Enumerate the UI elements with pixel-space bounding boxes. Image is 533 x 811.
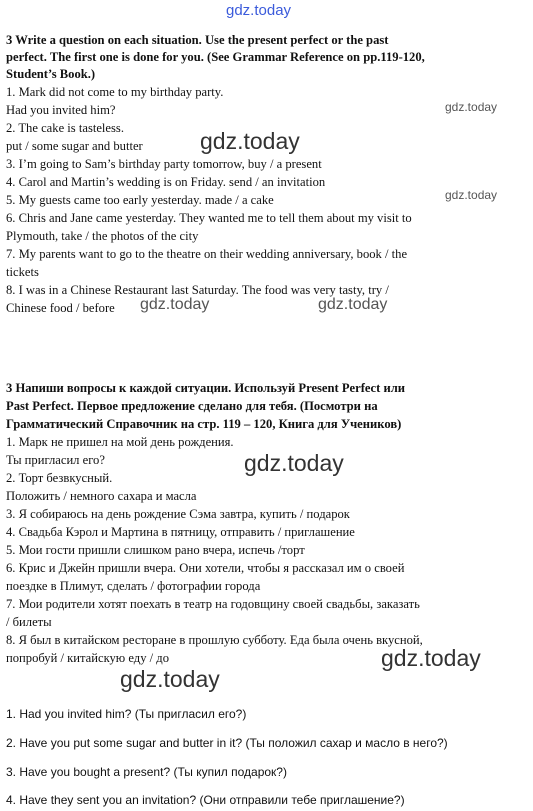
watermark: gdz.today xyxy=(200,128,300,154)
exercise-line: Ты пригласил его? xyxy=(6,453,105,467)
exercise-line: 8. I was in a Chinese Restaurant last Saturday. The food was very tasty, try / xyxy=(6,283,389,297)
exercise-line: Had you invited him? xyxy=(6,103,116,117)
exercise-line: 5. My guests came too early yesterday. made / a cake xyxy=(6,193,274,207)
answer-item: 3. Have you bought a present? (Ты купил подарок?) xyxy=(6,765,287,779)
exercise-line: put / some sugar and butter xyxy=(6,139,143,153)
exercise-line: 6. Крис и Джейн пришли вчера. Они хотели, чтобы я рассказал им о своей xyxy=(6,561,405,575)
exercise-line: 3. I’m going to Sam’s birthday party tomorrow, buy / a present xyxy=(6,157,322,171)
watermark: gdz.today xyxy=(140,296,210,313)
watermark: gdz.today xyxy=(381,645,481,671)
exercise-line: / билеты xyxy=(6,615,52,629)
exercise-line: Положить / немного сахара и масла xyxy=(6,489,197,503)
exercise-line: 3. Я собираюсь на день рождение Сэма завтра, купить / подарок xyxy=(6,507,350,521)
exercise-line: Chinese food / before xyxy=(6,301,115,315)
exercise-line: 6. Chris and Jane came yesterday. They wanted me to tell them about my visit to xyxy=(6,211,412,225)
answer-item: 1. Had you invited him? (Ты пригласил его?) xyxy=(6,707,247,721)
watermark: gdz.today xyxy=(318,296,388,313)
exercise-line: 5. Мои гости пришли слишком рано вчера, испечь /торт xyxy=(6,543,305,557)
watermark: gdz.today xyxy=(120,666,220,692)
exercise-line: 4. Свадьба Кэрол и Мартина в пятницу, отправить / приглашение xyxy=(6,525,355,539)
exercise-line: tickets xyxy=(6,265,39,279)
exercise-line: 2. Торт безвкусный. xyxy=(6,471,113,485)
answer-item: 4. Have they sent you an invitation? (Они отправили тебе приглашение?) xyxy=(6,793,405,807)
exercise-line: 4. Carol and Martin’s wedding is on Friday. send / an invitation xyxy=(6,175,326,189)
exercise-line: попробуй / китайскую еду / до xyxy=(6,651,169,665)
watermark: gdz.today xyxy=(244,450,344,476)
exercise-heading: Past Perfect. Первое предложение сделано для тебя. (Посмотри на xyxy=(6,399,378,413)
answer-item: 2. Have you put some sugar and butter in it? (Ты положил сахар и масло в него?) xyxy=(6,736,448,750)
exercise-heading: 3 Write a question on each situation. Use the present perfect or the past xyxy=(6,33,389,47)
exercise-line: 1. Марк не пришел на мой день рождения. xyxy=(6,435,234,449)
exercise-line: 7. Мои родители хотят поехать в театр на годовщину своей свадьбы, заказать xyxy=(6,597,420,611)
exercise-line: 8. Я был в китайском ресторане в прошлую субботу. Еда была очень вкусной, xyxy=(6,633,423,647)
exercise-heading: Student’s Book.) xyxy=(6,67,96,81)
watermark: gdz.today xyxy=(445,188,498,202)
exercise-heading: perfect. The first one is done for you. (See Grammar Reference on pp.119-120, xyxy=(6,50,425,64)
exercise-line: 7. My parents want to go to the theatre on their wedding anniversary, book / the xyxy=(6,247,408,261)
exercise-line: поездке в Плимут, сделать / фотографии города xyxy=(6,579,261,593)
watermark: gdz.today xyxy=(445,100,498,114)
exercise-heading: Грамматический Справочник на стр. 119 – 120, Книга для Учеников) xyxy=(6,417,402,431)
exercise-line: 1. Mark did not come to my birthday party. xyxy=(6,85,224,99)
exercise-line: Plymouth, take / the photos of the city xyxy=(6,229,199,243)
watermark-top: gdz.today xyxy=(226,2,292,19)
exercise-heading: 3 Напиши вопросы к каждой ситуации. Используй Present Perfect или xyxy=(6,381,406,395)
exercise-line: 2. The cake is tasteless. xyxy=(6,121,124,135)
